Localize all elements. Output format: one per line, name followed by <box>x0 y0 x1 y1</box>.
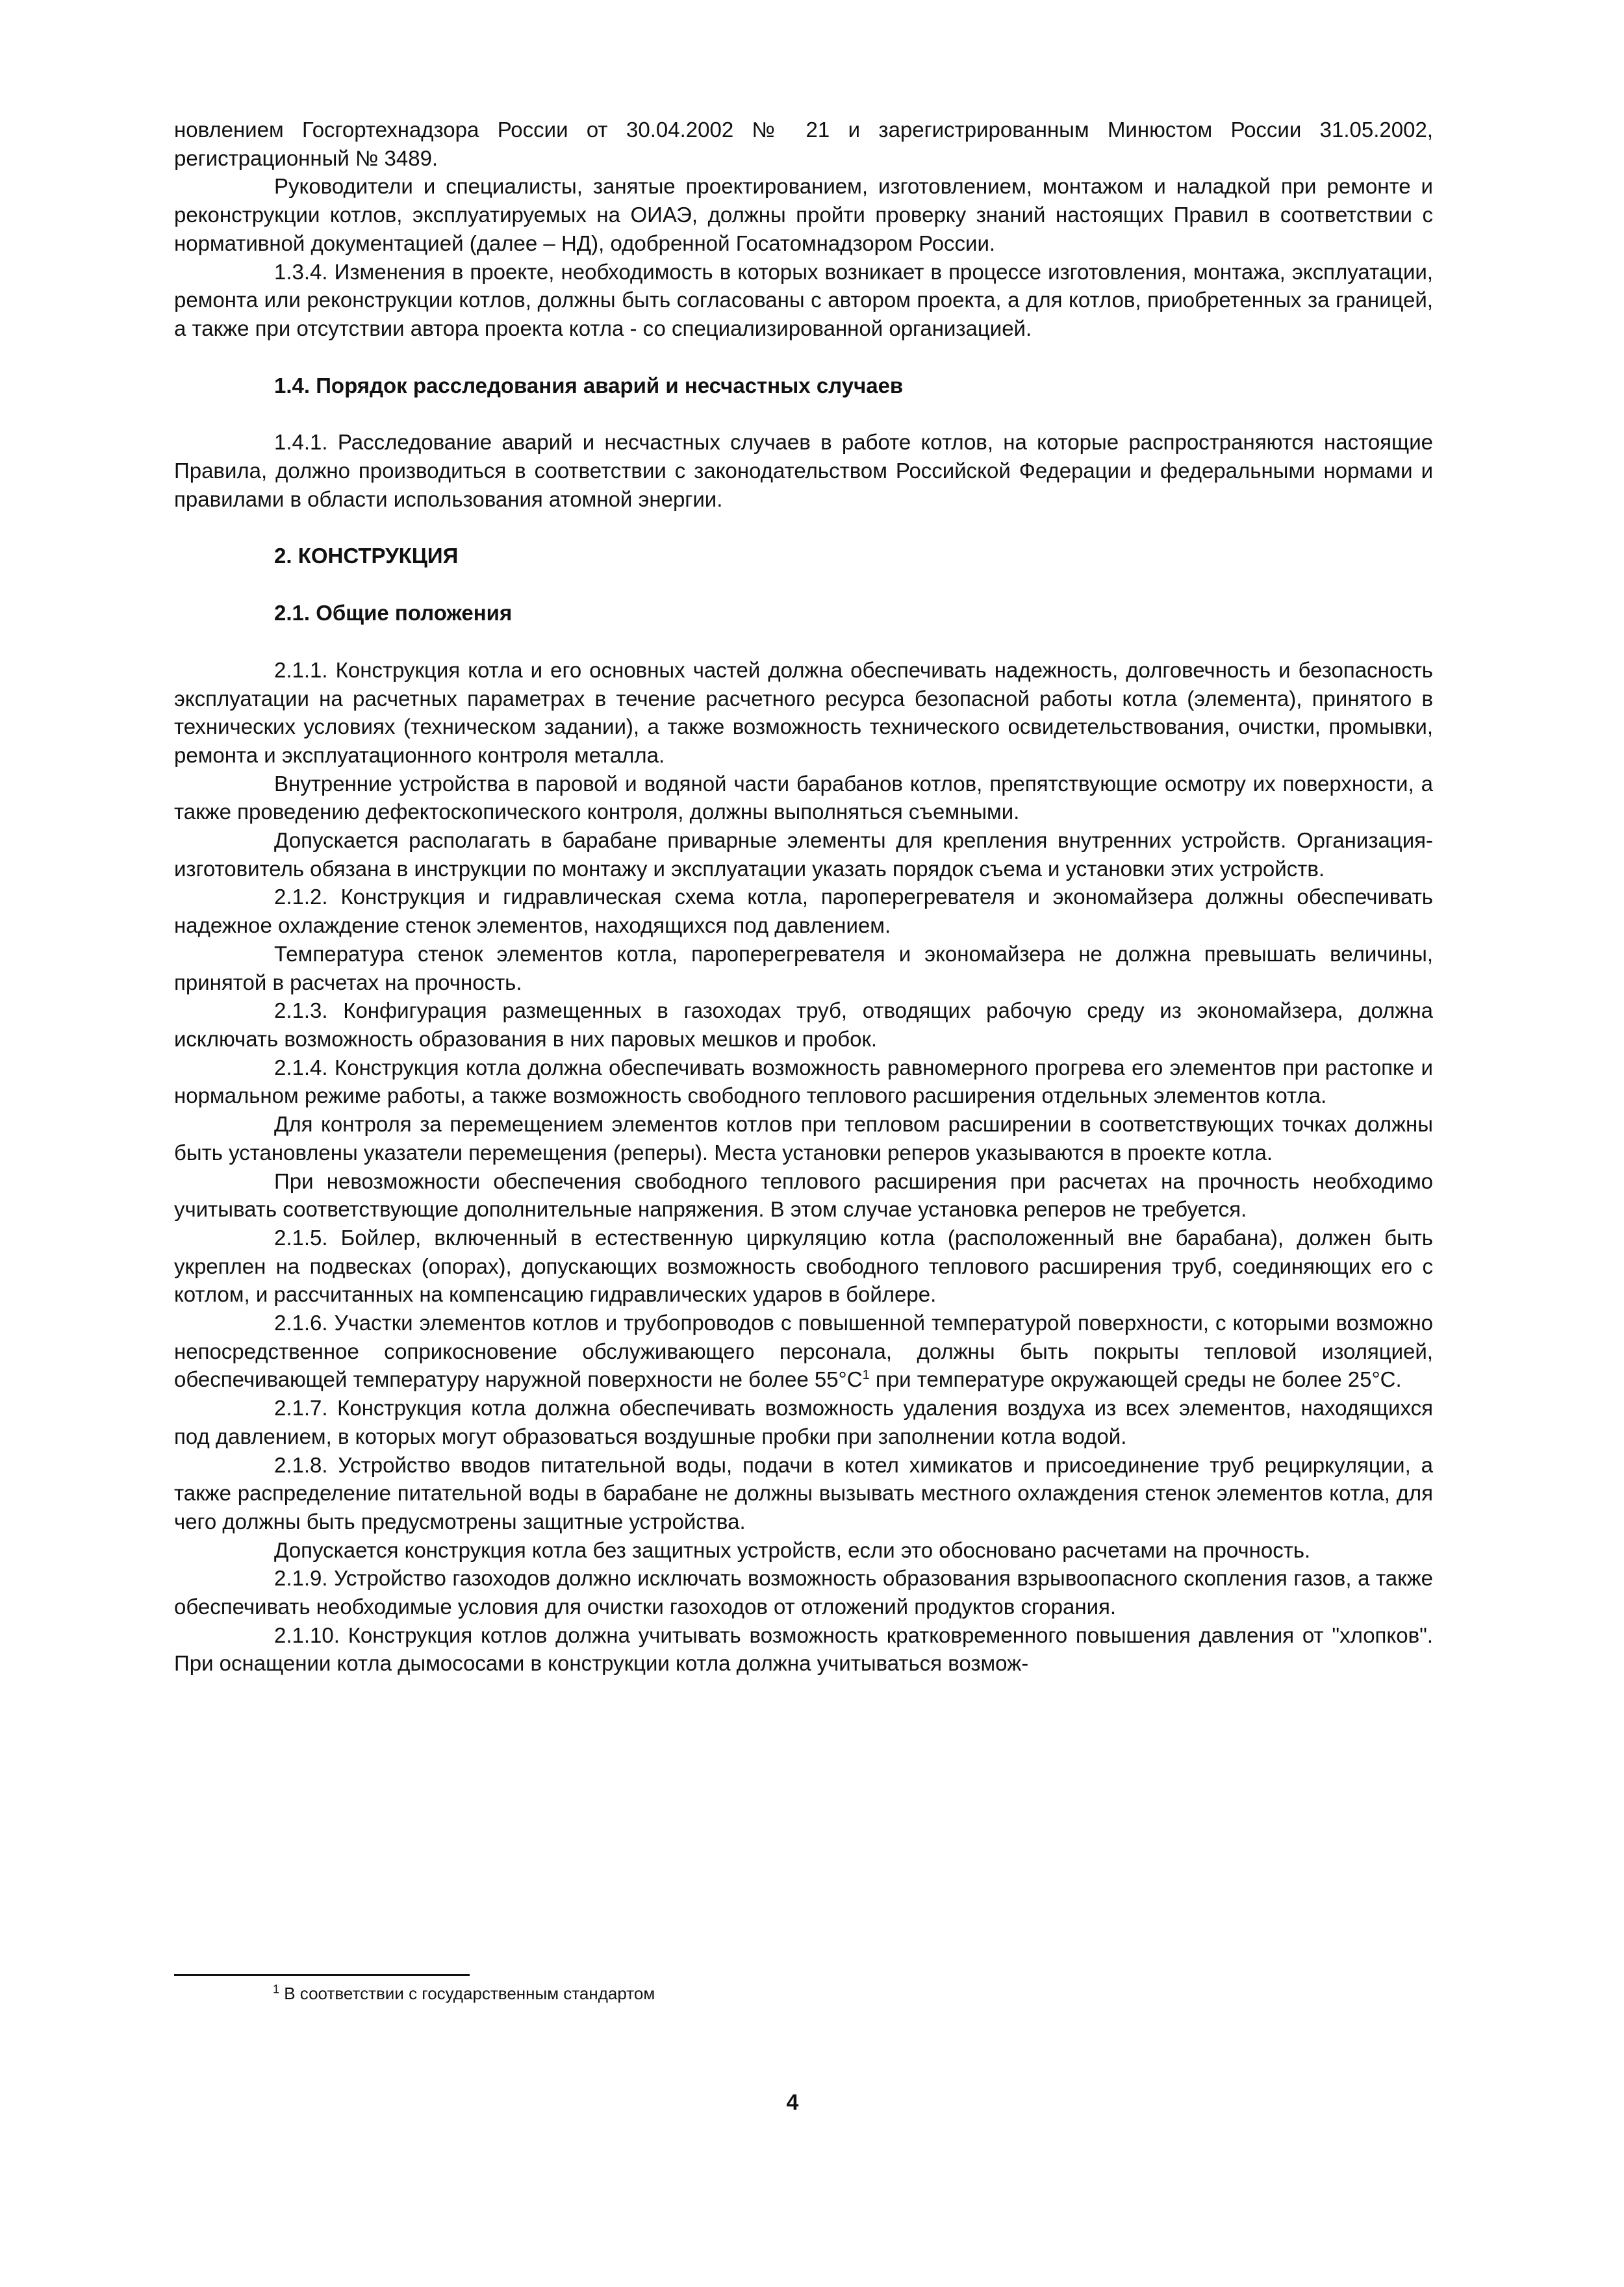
paragraph-2-1-5: 2.1.5. Бойлер, включенный в естественную циркуляцию котла (расположенный вне барабана), должен быть укреплен на подвесках (опорах), допускающих возможность свободного теплового расширения труб, соединяющих его с котлом, и рассчитанных на компенсацию гидравлических ударов в бойлере. <box>174 1225 1433 1307</box>
paragraph-2-1-10: 2.1.10. Конструкция котлов должна учитывать возможность кратковременного повышения давления от "хлопков". При оснащении котла дымососами в конструкции котла должна учитываться возмож- <box>174 1623 1433 1676</box>
paragraph: Допускается конструкция котла без защитных устройств, если это обосновано расчетами на прочность. <box>274 1537 1311 1562</box>
paragraph-2-1-8: 2.1.8. Устройство вводов питательной воды, подачи в котел химикатов и присоединение труб рециркуляции, а также распределение питательной воды в барабане не должны вызывать местного охлаждения стенок элементов котла, для чего должны быть предусмотрены защитные устройства. <box>174 1452 1433 1534</box>
footnote-reference: 1 <box>862 1368 870 1383</box>
paragraph: Температура стенок элементов котла, пароперегревателя и экономайзера не должна превышать величины, принятой в расчетах на прочность. <box>174 941 1433 994</box>
paragraph-continuation: новлением Госгортехнадзора России от 30.04.2002 № 21 и зарегистрированным Минюстом России 31.05.2002, регистрационный № 3489. <box>174 118 1433 170</box>
paragraph-1-3-4: 1.3.4. Изменения в проекте, необходимость в которых возникает в процессе изготовления, монтажа, эксплуатации, ремонта или реконструкции котлов, должны быть согласованы с автором проекта, а для котлов, приобретенных за границей, а также при отсутствии автора проекта котла - со специализированной организацией. <box>174 259 1433 340</box>
paragraph-2-1-3: 2.1.3. Конфигурация размещенных в газоходах труб, отводящих рабочую среду из экономайзера, должна исключать возможность образования в них паровых мешков и пробок. <box>174 998 1433 1051</box>
footnote-marker: 1 <box>273 1982 280 1996</box>
page-body <box>174 116 1433 1678</box>
paragraph-text: при температуре окружающей среды не более 25°С. <box>869 1367 1402 1392</box>
section-heading-2-1: 2.1. Общие положения <box>274 601 513 625</box>
chapter-heading-2: 2. КОНСТРУКЦИЯ <box>274 544 459 568</box>
paragraph: Внутренние устройства в паровой и водяной части барабанов котлов, препятствующие осмотру их поверхности, а также проведению дефектоскопического контроля, должны выполняться съемными. <box>174 771 1433 824</box>
page-number: 4 <box>786 2090 799 2115</box>
paragraph: Руководители и специалисты, занятые проектированием, изготовлением, монтажом и наладкой при ремонте и реконструкции котлов, эксплуатируемых на ОИАЭ, должны пройти проверку знаний настоящих Правил в соответствии с нормативной документацией (далее – НД), одобренной Госатомнадзором России. <box>174 174 1433 255</box>
paragraph: Допускается располагать в барабане приварные элементы для крепления внутренних устройств. Организация-изготовитель обязана в инструкции по монтажу и эксплуатации указать порядок съема и установки этих устройств. <box>174 828 1433 881</box>
paragraph: При невозможности обеспечения свободного теплового расширения при расчетах на прочность необходимо учитывать соответствующие дополнительные напряжения. В этом случае установка реперов не требуется. <box>174 1169 1433 1222</box>
paragraph-2-1-6 <box>174 1309 1433 1394</box>
paragraph-2-1-1: 2.1.1. Конструкция котла и его основных частей должна обеспечивать надежность, долговечность и безопасность эксплуатации на расчетных параметрах в течение расчетного ресурса безопасной работы котла (элемента), принятого в технических условиях (техническом задании), а также возможность технического освидетельствования, очистки, промывки, ремонта и эксплуатационного контроля металла. <box>174 657 1433 767</box>
paragraph: Для контроля за перемещением элементов котлов при тепловом расширении в соответствующих точках должны быть установлены указатели перемещения (реперы). Места установки реперов указываются в проекте котла. <box>174 1112 1433 1165</box>
footnote <box>273 1982 655 2004</box>
section-heading-1-4: 1.4. Порядок расследования аварий и несчастных случаев <box>274 373 904 398</box>
paragraph-2-1-4: 2.1.4. Конструкция котла должна обеспечивать возможность равномерного прогрева его элементов при растопке и нормальном режиме работы, а также возможность свободного теплового расширения отдельных элементов котла. <box>174 1055 1433 1108</box>
paragraph-1-4-1: 1.4.1. Расследование аварий и несчастных случаев в работе котлов, на которые распространяются настоящие Правила, должно производиться в соответствии с законодательством Российской Федерации и федеральными нормами и правилами в области использования атомной энергии. <box>174 430 1433 511</box>
footnote-text: В соответствии с государственным стандартом <box>279 1984 655 2003</box>
paragraph-2-1-7: 2.1.7. Конструкция котла должна обеспечивать возможность удаления воздуха из всех элементов, находящихся под давлением, в которых могут образоваться воздушные пробки при заполнении котла водой. <box>174 1396 1433 1448</box>
paragraph-2-1-9: 2.1.9. Устройство газоходов должно исключать возможность образования взрывоопасного скопления газов, а также обеспечивать необходимые условия для очистки газоходов от отложений продуктов сгорания. <box>174 1566 1433 1619</box>
paragraph-text: 2.1.6. Участки элементов котлов и трубопроводов с повышенной температурой поверхности, с которыми возможно непосредственное соприкосновение обслуживающего персонала, должны быть покрыты тепловой изоляцией, обеспечивающей температуру наружной поверхности не более 55°С <box>174 1311 1433 1392</box>
paragraph-2-1-2: 2.1.2. Конструкция и гидравлическая схема котла, пароперегревателя и экономайзера должны обеспечивать надежное охлаждение стенок элементов, находящихся под давлением. <box>174 885 1433 938</box>
footnote-divider <box>174 1974 470 1976</box>
